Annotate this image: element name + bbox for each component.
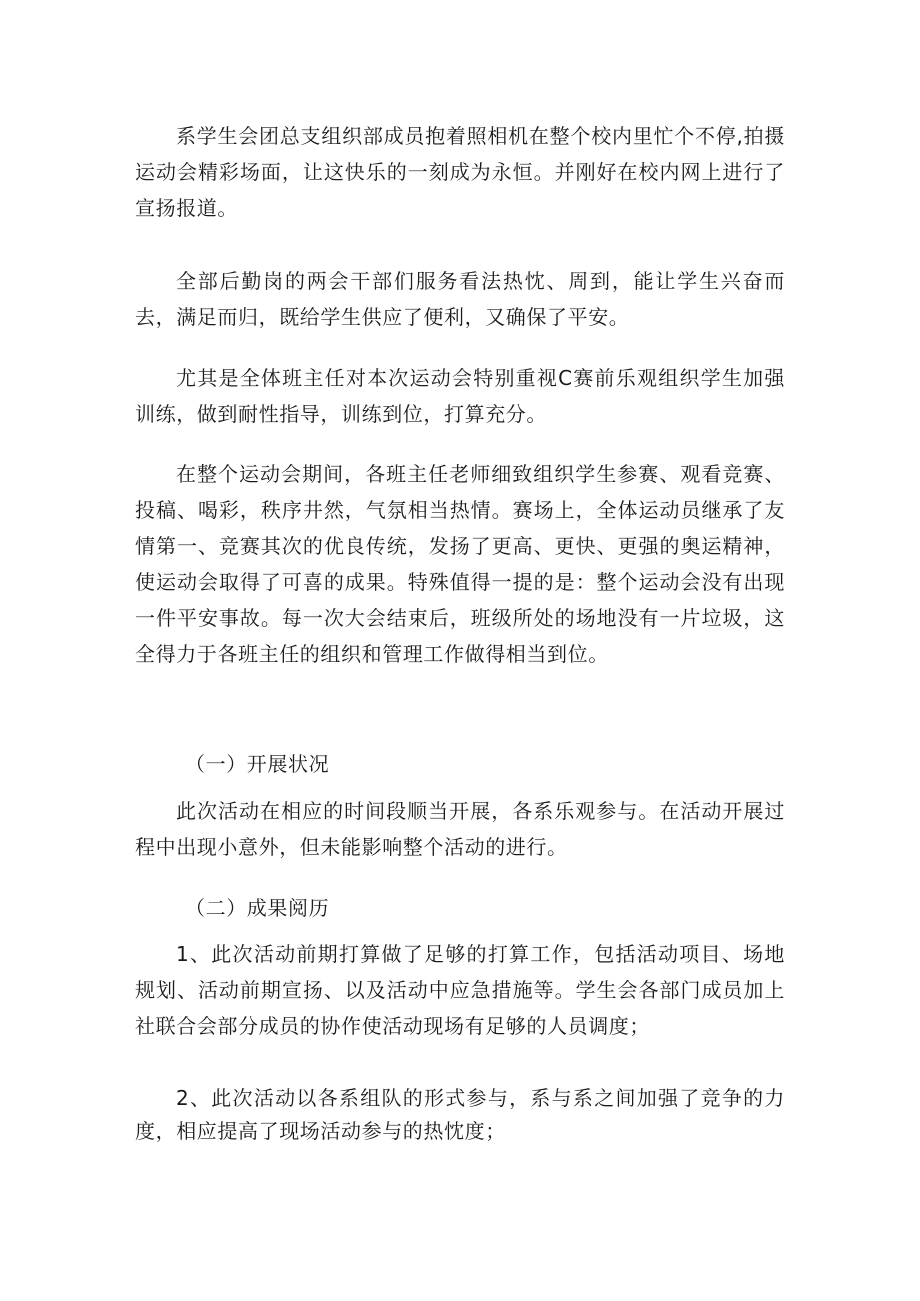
paragraph-progress: 此次活动在相应的时间段顺当开展，各系乐观参与。在活动开展过程中出现小意外，但未能影响整个活动的进行。 <box>135 799 785 859</box>
paragraph-logistics: 全部后勤岗的两会干部们服务看法热忱、周到，能让学生兴奋而去，满足而归，既给学生供应了便利，又确保了平安。 <box>135 269 785 329</box>
section-heading-progress: （一）开展状况 <box>185 752 330 776</box>
paragraph-games-period: 在整个运动会期间，各班主任老师细致组织学生参赛、观看竞赛、投稿、喝彩，秩序井然，气氛相当热情。赛场上，全体运动员继承了友情第一、竞赛其次的优良传统，发扬了更高、更快、更强的奥运精神，使运动会取得了可喜的成果。特殊值得一提的是：整个运动会没有出现一件平安事故。每一次大会结束后，班级所处的场地没有一片垃圾，这全得力于各班主任的组织和管理工作做得相当到位。 <box>135 462 785 666</box>
section-heading-results: （二）成果阅历 <box>185 896 330 920</box>
paragraph-photography: 系学生会团总支组织部成员抱着照相机在整个校内里忙个不停,拍摄运动会精彩场面，让这快乐的一刻成为永恒。并刚好在校内网上进行了宣扬报道。 <box>135 124 785 220</box>
paragraph-result-2: 2、此次活动以各系组队的形式参与，系与系之间加强了竞争的力度，相应提高了现场活动参与的热忱度； <box>135 1086 785 1143</box>
paragraph-result-1: 1、此次活动前期打算做了足够的打算工作，包括活动项目、场地规划、活动前期宣扬、以及活动中应急措施等。学生会各部门成员加上社联合会部分成员的协作使活动现场有足够的人员调度； <box>135 942 785 1038</box>
paragraph-class-teachers: 尤其是全体班主任对本次运动会特别重视C赛前乐观组织学生加强训练，做到耐性指导，训练到位，打算充分。 <box>135 366 785 426</box>
